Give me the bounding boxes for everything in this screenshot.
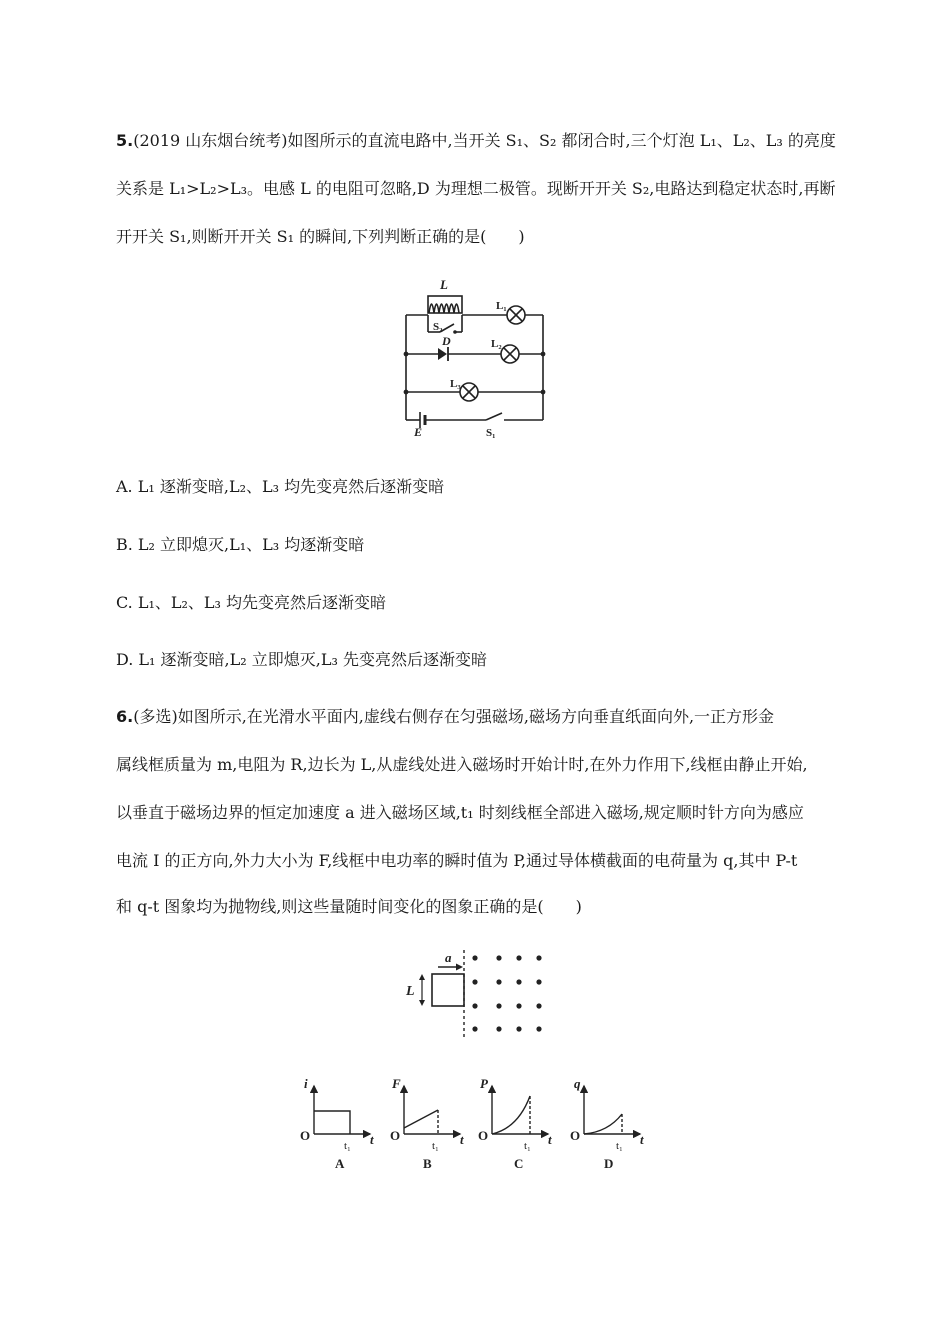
switch-S1-label: S₁: [486, 427, 496, 439]
graph-b-tick: t₁: [432, 1140, 439, 1152]
graph-d-y-label: q: [574, 1076, 581, 1091]
q5-option-b: B. L₂ 立即熄灭,L₁、L₃ 均逐渐变暗: [116, 535, 365, 554]
graph-c-tick: t₁: [524, 1140, 531, 1152]
graph-a-tick: t₁: [344, 1140, 351, 1152]
q5-line-1: [116, 130, 846, 152]
battery-label: E: [414, 425, 423, 439]
lamp-L1-label: L₁: [496, 300, 507, 312]
graph-c-x-label: t: [548, 1132, 552, 1147]
graph-c-origin: O: [478, 1128, 489, 1143]
q6-magnetic-field-diagram: [402, 950, 552, 1042]
q5-option-c: C. L₁、L₂、L₃ 均先变亮然后逐渐变暗: [116, 593, 387, 612]
acceleration-label: a: [445, 950, 452, 965]
graph-b-caption: B: [423, 1156, 432, 1171]
magnetic-field-dots: [472, 955, 541, 1031]
q6-text-2: 属线框质量为 m,电阻为 R,边长为 L,从虚线处进入磁场时开始计时,在外力作用下,线框由静止开始,: [116, 755, 808, 774]
q5-option-a: A. L₁ 逐渐变暗,L₂、L₃ 均先变亮然后逐渐变暗: [116, 477, 445, 496]
graph-d: [584, 1086, 640, 1134]
graph-d-origin: O: [570, 1128, 581, 1143]
q5-text-2: 关系是 L₁>L₂>L₃。电感 L 的电阻可忽略,D 为理想二极管。现断开开关 S₂,电路达到稳定状态时,再断: [116, 179, 836, 198]
q6-number: 6.: [116, 707, 134, 726]
q5-option-d: D. L₁ 逐渐变暗,L₂ 立即熄灭,L₃ 先变亮然后逐渐变暗: [116, 650, 487, 669]
inductor-label: L: [440, 277, 448, 292]
q6-text-3: 以垂直于磁场边界的恒定加速度 a 进入磁场区域,t₁ 时刻线框全部进入磁场,规定顺时针方向为感应: [116, 803, 804, 822]
q6-text-1: (多选)如图所示,在光滑水平面内,虚线右侧存在匀强磁场,磁场方向垂直纸面向外,一正方形金: [133, 707, 775, 726]
side-length-label: L: [406, 984, 415, 999]
graph-c: [492, 1086, 548, 1134]
graph-a-caption: A: [335, 1156, 345, 1171]
q6-line-1: [116, 706, 846, 728]
q5-text-3: 开开关 S₁,则断开开关 S₁ 的瞬间,下列判断正确的是( ): [116, 227, 525, 246]
q5-circuit-diagram: [398, 274, 550, 442]
graph-d-tick: t₁: [616, 1140, 623, 1152]
graph-c-caption: C: [514, 1156, 524, 1171]
switch-S2-label: S₂: [433, 321, 443, 333]
graph-c-y-label: P: [480, 1076, 488, 1091]
graph-b-y-label: F: [392, 1076, 401, 1091]
graph-a-x-label: t: [370, 1132, 374, 1147]
lamp-L3-label: L₃: [450, 378, 461, 390]
q6-answer-graphs: [290, 1076, 660, 1176]
q6-text-4: 电流 I 的正方向,外力大小为 F,线框中电功率的瞬时值为 P,通过导体横截面的电荷量为 q,其中 P-t: [116, 851, 798, 870]
diode-label: D: [442, 334, 451, 348]
graph-b-x-label: t: [460, 1132, 464, 1147]
graph-a: [314, 1086, 370, 1134]
diode-symbol: [438, 347, 448, 361]
graph-b: [404, 1086, 460, 1134]
graph-a-y-label: i: [304, 1076, 308, 1091]
q5-number: 5.: [116, 131, 134, 150]
lamp-L3-icon: [460, 383, 478, 401]
graph-b-origin: O: [390, 1128, 401, 1143]
lamp-L1-icon: [507, 306, 525, 324]
graph-a-origin: O: [300, 1128, 311, 1143]
q6-text-5: 和 q-t 图象均为抛物线,则这些量随时间变化的图象正确的是( ): [116, 897, 582, 916]
graph-d-x-label: t: [640, 1132, 644, 1147]
side-length-arrow-icon: [419, 974, 425, 1006]
lamp-L2-label: L₂: [491, 338, 502, 350]
q5-text-1: (2019 山东烟台统考)如图所示的直流电路中,当开关 S₁、S₂ 都闭合时,三个灯泡 L₁、L₂、L₃ 的亮度: [133, 131, 836, 150]
lamp-L2-icon: [501, 345, 519, 363]
graph-d-caption: D: [604, 1156, 614, 1171]
